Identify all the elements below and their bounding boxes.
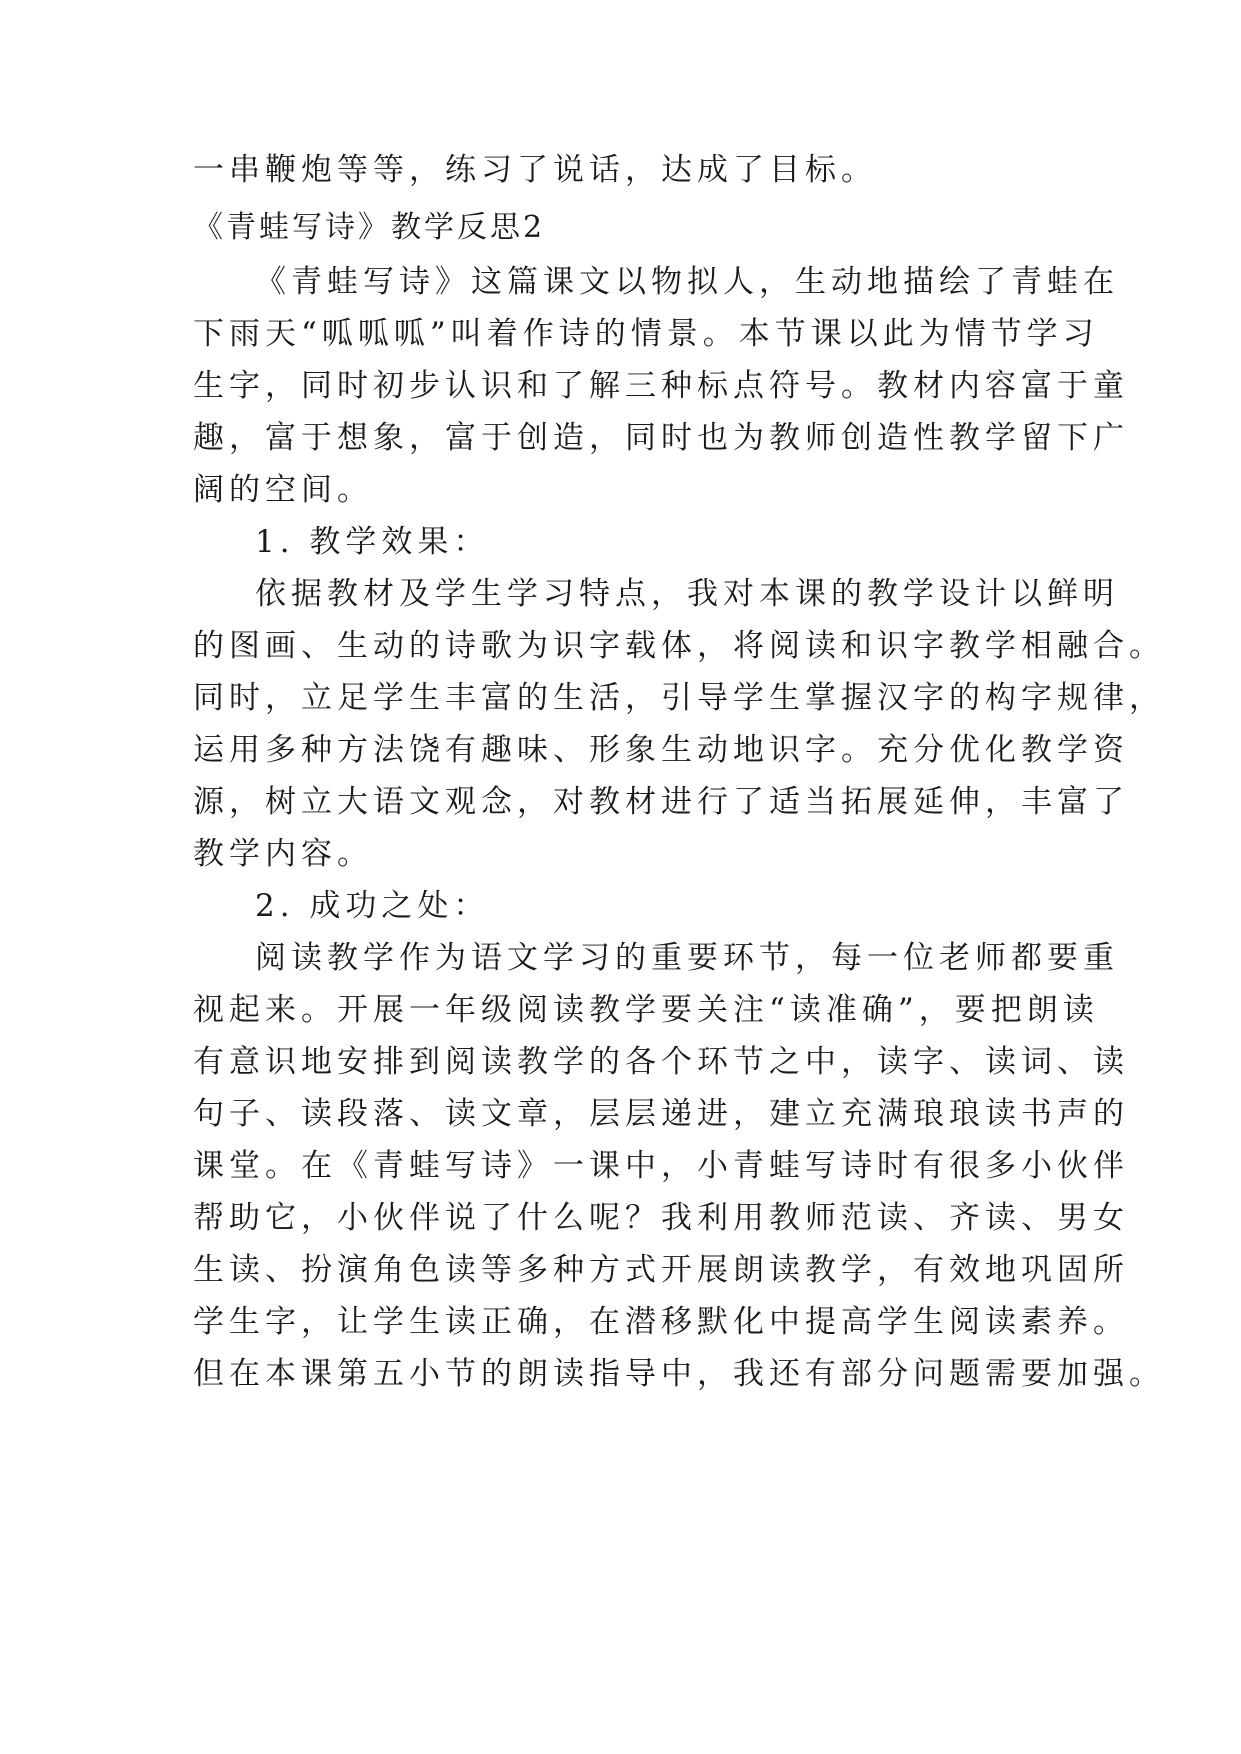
paragraph-line: 视起来。开展一年级阅读教学要关注“读准确”，要把朗读 xyxy=(193,992,1099,1028)
paragraph-line: 下雨天“呱呱呱”叫着作诗的情景。本节课以此为情节学习 xyxy=(193,316,1099,352)
paragraph-line: 生字，同时初步认识和了解三种标点符号。教材内容富于童 xyxy=(193,368,1129,404)
paragraph-line: 有意识地安排到阅读教学的各个环节之中，读字、读词、读 xyxy=(193,1044,1129,1080)
paragraph-line: 的图画、生动的诗歌为识字载体，将阅读和识字教学相融合。 xyxy=(193,628,1165,664)
paragraph-line: 源，树立大语文观念，对教材进行了适当拓展延伸，丰富了 xyxy=(193,784,1129,820)
paragraph-line: 趣，富于想象，富于创造，同时也为教师创造性教学留下广 xyxy=(193,420,1129,456)
paragraph-line: 一串鞭炮等等，练习了说话，达成了目标。 xyxy=(193,152,877,188)
paragraph-line: 阅读教学作为语文学习的重要环节，每一位老师都要重 xyxy=(255,940,1119,976)
paragraph-line: 教学内容。 xyxy=(193,836,373,872)
paragraph-line: 依据教材及学生学习特点，我对本课的教学设计以鲜明 xyxy=(255,576,1119,612)
paragraph-line: 生读、扮演角色读等多种方式开展朗读教学，有效地巩固所 xyxy=(193,1252,1129,1288)
paragraph-line: 同时，立足学生丰富的生活，引导学生掌握汉字的构字规律， xyxy=(193,680,1165,716)
subheading: 1. 教学效果： xyxy=(255,524,490,560)
paragraph-line: 句子、读段落、读文章，层层递进，建立充满琅琅读书声的 xyxy=(193,1096,1129,1132)
paragraph-line: 《青蛙写诗》这篇课文以物拟人，生动地描绘了青蛙在 xyxy=(255,264,1119,300)
paragraph-line: 但在本课第五小节的朗读指导中，我还有部分问题需要加强。 xyxy=(193,1356,1165,1392)
paragraph-line: 运用多种方法饶有趣味、形象生动地识字。充分优化教学资 xyxy=(193,732,1129,768)
paragraph-line: 课堂。在《青蛙写诗》一课中，小青蛙写诗时有很多小伙伴 xyxy=(193,1148,1129,1184)
paragraph-line: 阔的空间。 xyxy=(193,472,373,508)
paragraph-line: 学生字，让学生读正确，在潜移默化中提高学生阅读素养。 xyxy=(193,1304,1129,1340)
subheading: 2. 成功之处： xyxy=(255,888,490,924)
paragraph-line: 帮助它，小伙伴说了什么呢？我利用教师范读、齐读、男女 xyxy=(193,1200,1129,1236)
section-title: 《青蛙写诗》教学反思2 xyxy=(193,210,546,245)
